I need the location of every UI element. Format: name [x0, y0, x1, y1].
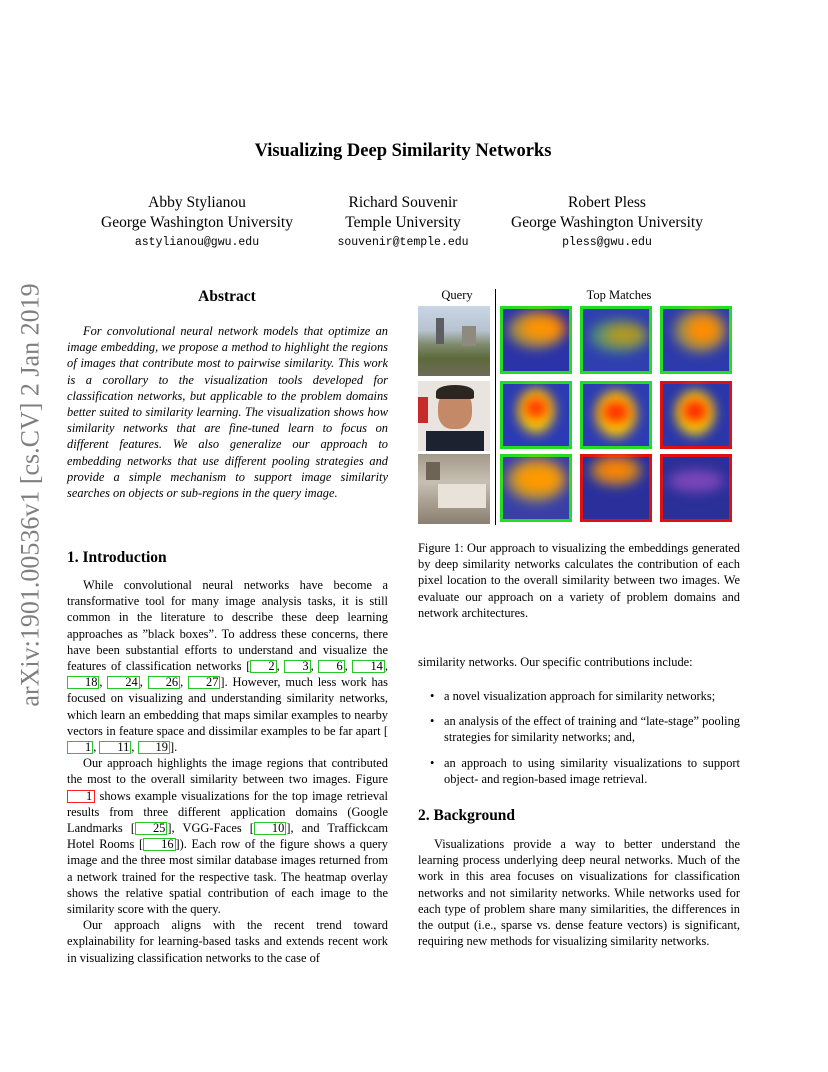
- list-item-text: an analysis of the effect of training and “late-stage” pooling strategies for similarity networks; and,: [444, 714, 741, 745]
- citation-link[interactable]: 6: [318, 660, 344, 673]
- figure-query-label: Query: [441, 288, 473, 302]
- list-item: [418, 755, 740, 787]
- figure-matches-label: Top Matches: [586, 288, 652, 302]
- match-image-landmark-3: [660, 306, 732, 374]
- author-email[interactable]: pless@gwu.edu: [562, 236, 652, 249]
- match-image-face-1: [500, 381, 572, 449]
- list-item-text: an approach to using similarity visualizations to support object- and region-based image retrieval.: [444, 755, 740, 786]
- match-image-hotel-room-1: [500, 454, 572, 522]
- author-affiliation: Temple University: [345, 214, 461, 231]
- intro-paragraph-2: Our approach highlights the image regions that contributed the most to the overall similarity between two images. Figure 1 shows example visualizations for the top image retrieval results from three different application domains (Google Landmarks [ 25 ], VGG-Faces [ 10 ], and Traffickcam Hotel Rooms [ 16 ]). Each row of the figure shows a query image and the three most similar database images returned from a network trained for the respective task. The heatmap overlay shows the relative spatial contribution of each image to the similarity score with the query.: [67, 756, 388, 917]
- author-name: Robert Pless: [568, 194, 646, 211]
- bullet-icon: •: [430, 689, 435, 703]
- intro-p1-text-c: .: [174, 740, 178, 755]
- contributions-list: [418, 688, 740, 796]
- citation-link[interactable]: 26: [148, 676, 180, 689]
- paper-title: Visualizing Deep Similarity Networks: [254, 141, 552, 161]
- citation-link[interactable]: 18: [67, 676, 99, 689]
- intro-p1-text-b: . However, much less work has focused on visualizing and understanding similarity networks, which learn an embedding that maps similar examples to nearby vectors in feature space and dissimilar examples to be far apart: [67, 675, 388, 738]
- author-email[interactable]: souvenir@temple.edu: [337, 236, 469, 249]
- bullet-icon: •: [430, 714, 435, 729]
- intro-body: [67, 577, 388, 966]
- citation-link[interactable]: 11: [99, 741, 131, 754]
- query-image-landmark: [418, 306, 490, 376]
- match-image-hotel-room-3: [660, 454, 732, 522]
- citation-link[interactable]: 16: [143, 838, 175, 851]
- intro-p2-text-e: ). Each row of the figure shows a query image and the three most similar database images returned from a network trained for the respective task. The heatmap overlay shows the relative spatial contribution of each image to the similarity score with the query.: [67, 837, 388, 917]
- intro-p1-text-a: While convolutional neural networks have become a transformative tool for many image analysis tasks, it is still common in the literature to describe these deep learning approaches as ”black boxes”. To address these concerns, there have been substantial efforts to understand and visualize the features of classification networks: [67, 578, 388, 674]
- citation-link[interactable]: 24: [107, 676, 139, 689]
- author-affiliation: George Washington University: [101, 214, 293, 231]
- abstract-text: For convolutional neural network models that optimize an image embedding, we propose a method to highlight the regions of images that contribute most to pairwise similarity. This work is a corollary to the visualization tools developed for classification networks, but applicable to the problem domains better suited to similarity learning. The visualization shows how similarity networks that are fine-tuned learn to focus on different features. We also generalize our approach to embedding networks that use different pooling strategies and provide a simple mechanism to support image similarity searches on objects or sub-regions in the query image.: [67, 324, 388, 501]
- figure-link[interactable]: 1: [67, 790, 95, 803]
- citation-link[interactable]: 19: [138, 741, 170, 754]
- intro-heading: 1. Introduction: [67, 549, 167, 566]
- author-block-3: [477, 193, 737, 253]
- background-text: Visualizations provide a way to better understand the learning process underlying deep neural networks. Much of the work in this area focuses on visualizations for classification networks and not similarity networks. While networks used for each type of problem share many similarities, the differences in the output (i.e., sparse vs. dense feature vectors) is significant, requiring new methods for visualizing similarity networks.: [418, 837, 740, 949]
- intro-paragraph-1: While convolutional neural networks have become a transformative tool for many image analysis tasks, it is still common in the literature to describe these deep learning approaches as ”black boxes”. To address these concerns, there have been substantial efforts to understand and visualize the features of classification networks [ 2 , 3 , 6 , 14 , 18 , 24 , 26 , 27 ]. However, much less work has focused on visualizing and understanding similarity networks, which learn an embedding that maps similar examples to nearby vectors in feature space and dissimilar examples to be far apart [1 , 11 , 19 ].: [67, 578, 388, 755]
- background-heading: 2. Background: [418, 807, 516, 824]
- citation-link[interactable]: 25: [135, 822, 167, 835]
- arxiv-stamp: [11, 283, 51, 707]
- list-item: [418, 713, 740, 745]
- intro-p2-text-d: , and Traffickcam Hotel Rooms: [67, 821, 388, 852]
- figure-1-caption: Figure 1: Our approach to visualizing the embeddings generated by deep similarity networks calculates the contribution of each pixel location to the overall similarity between two images. We evaluate our approach on a variety of problem domains and network architectures.: [418, 541, 740, 620]
- contributions-lead: similarity networks. Our specific contributions include:: [418, 655, 693, 669]
- citation-link[interactable]: 1: [67, 741, 93, 754]
- author-affiliation: George Washington University: [511, 214, 703, 231]
- citation-link[interactable]: 2: [250, 660, 276, 673]
- citation-link[interactable]: 10: [254, 822, 286, 835]
- author-name: Abby Stylianou: [148, 194, 246, 211]
- author-email[interactable]: astylianou@gwu.edu: [134, 236, 260, 249]
- figure-1: [418, 288, 740, 528]
- intro-paragraph-3: Our approach aligns with the recent trend toward explainability for learning-based tasks and extends recent work in visualizing classification networks to the case of: [67, 918, 388, 965]
- match-image-face-3: [660, 381, 732, 449]
- intro-p2-text-c: , VGG-Faces: [171, 821, 250, 836]
- figure-divider: [495, 289, 496, 525]
- citation-link[interactable]: 3: [284, 660, 310, 673]
- list-item-text: a novel visualization approach for similarity networks;: [444, 689, 716, 703]
- citation-link[interactable]: 14: [352, 660, 384, 673]
- citation-link[interactable]: 27: [188, 676, 220, 689]
- match-image-hotel-room-2: [580, 454, 652, 522]
- abstract-heading: Abstract: [198, 288, 256, 305]
- match-image-landmark-1: [500, 306, 572, 374]
- intro-p2-text-a: Our approach highlights the image regions that contributed the most to the overall similarity between two images. Figure: [67, 756, 388, 787]
- query-image-hotel-room: [418, 454, 490, 524]
- list-item: [418, 688, 740, 704]
- author-name: Richard Souvenir: [348, 194, 458, 211]
- query-image-face: [418, 381, 490, 451]
- intro-p2-text-b: shows example visualizations for the top image retrieval results from three different application domains (Google Landmarks: [67, 788, 388, 836]
- match-image-landmark-2: [580, 306, 652, 374]
- bullet-icon: •: [430, 755, 435, 770]
- match-image-face-2: [580, 381, 652, 449]
- arxiv-stamp-text: arXiv:1901.00536v1 [cs.CV] 2 Jan 2019: [16, 283, 45, 707]
